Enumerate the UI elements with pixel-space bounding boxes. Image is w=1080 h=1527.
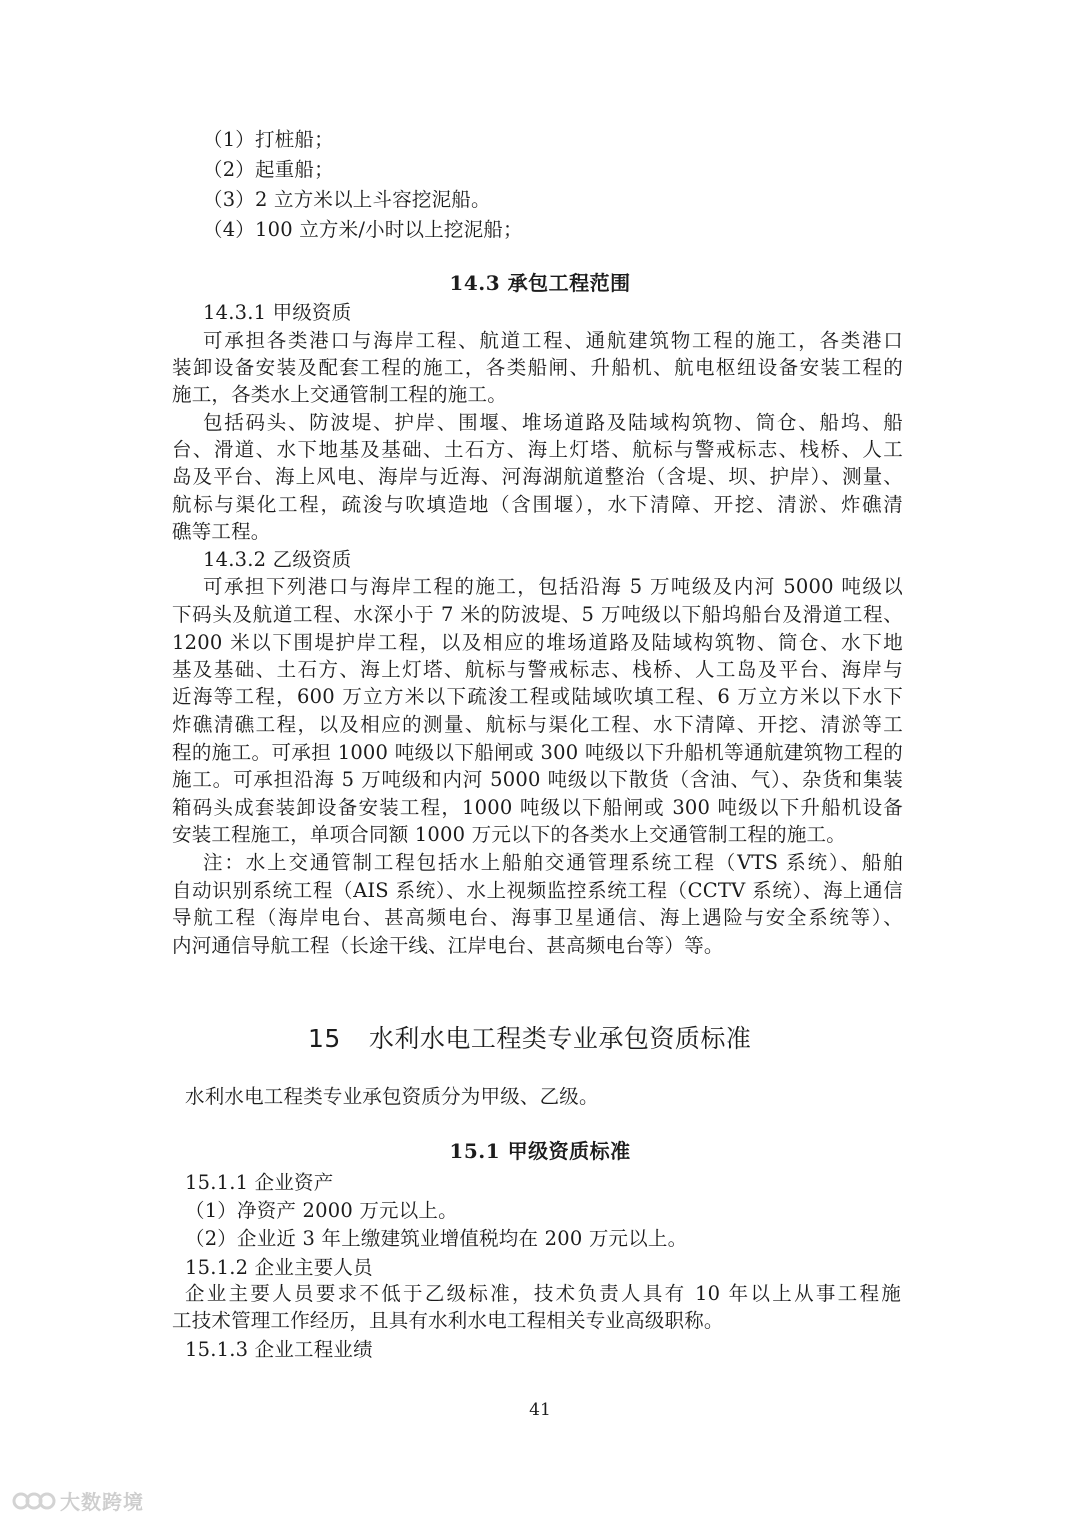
list-item: （4）100 立方米/小时以上挖泥船；: [203, 218, 523, 241]
paragraph-line: 基及基础、土石方、海上灯塔、航标与警戒标志、栈桥、人工岛及平台、海岸与: [172, 658, 903, 681]
note-line: 注：水上交通管制工程包括水上船舶交通管理系统工程（VTS 系统）、船舶: [203, 851, 903, 874]
paragraph-line: 下码头及航道工程、水深小于 7 米的防波堤、5 万吨级以下船坞船台及滑道工程、: [172, 603, 903, 626]
paragraph-line: 礁等工程。: [172, 520, 271, 543]
paragraph-line: 装卸设备安装及配套工程的施工，各类船闸、升船机、航电枢纽设备安装工程的: [172, 356, 903, 379]
subsection-title: 15.1.3 企业工程业绩: [185, 1338, 373, 1361]
paragraph-line: 航标与渠化工程，疏浚与吹填造地（含围堰），水下清障、开挖、清淤、炸礁清: [172, 493, 903, 516]
list-item: （2）企业近 3 年上缴建筑业增值税均在 200 万元以上。: [185, 1227, 688, 1250]
watermark-text: 大数跨境: [60, 1490, 144, 1514]
subsection-title: 15.1.1 企业资产: [185, 1171, 334, 1194]
chapter-title-text: 水利水电工程类专业承包资质标准: [368, 1024, 752, 1053]
paragraph-line: 可承担各类港口与海岸工程、航道工程、通航建筑物工程的施工，各类港口: [203, 329, 903, 352]
paragraph-line: 工技术管理工作经历，且具有水利水电工程相关专业高级职称。: [172, 1309, 724, 1332]
paragraph-line: 程的施工。可承担 1000 吨级以下船闸或 300 吨级以下升船机等通航建筑物工程的: [172, 741, 903, 764]
paragraph-line: 企业主要人员要求不低于乙级标准，技术负责人具有 10 年以上从事工程施: [185, 1282, 901, 1305]
paragraph-line: 施工，各类水上交通管制工程的施工。: [172, 383, 507, 406]
paragraph-line: 可承担下列港口与海岸工程的施工，包括沿海 5 万吨级及内河 5000 吨级以: [203, 575, 903, 598]
paragraph-line: 炸礁清礁工程，以及相应的测量、航标与渠化工程、水下清障、开挖、清淤等工: [172, 713, 903, 736]
section-heading: 15.1 甲级资质标准: [449, 1139, 631, 1163]
paragraph-line: 包括码头、防波堤、护岸、围堰、堆场道路及陆域构筑物、筒仓、船坞、船: [203, 411, 903, 434]
paragraph-line: 1200 米以下围堤护岸工程，以及相应的堆场道路及陆域构筑物、筒仓、水下地: [172, 631, 903, 654]
chapter-intro: 水利水电工程类专业承包资质分为甲级、乙级。: [185, 1085, 599, 1108]
list-item: （2）起重船；: [203, 158, 334, 181]
paragraph-line: 近海等工程，600 万立方米以下疏浚工程或陆域吹填工程、6 万立方米以下水下: [172, 685, 903, 708]
list-item: （1）净资产 2000 万元以上。: [185, 1199, 458, 1222]
subsection-title: 15.1.2 企业主要人员: [185, 1256, 373, 1279]
paragraph-line: 台、滑道、水下地基及基础、土石方、海上灯塔、航标与警戒标志、栈桥、人工: [172, 438, 903, 461]
note-line: 内河通信导航工程（长途干线、江岸电台、甚高频电台等）等。: [172, 934, 724, 957]
watermark-logo-icon: [12, 1488, 56, 1514]
section-heading: 14.3 承包工程范围: [449, 271, 631, 295]
subsection-title: 14.3.1 甲级资质: [203, 301, 352, 324]
list-item: （3）2 立方米以上斗容挖泥船。: [203, 188, 491, 211]
page-number: 41: [529, 1400, 551, 1420]
watermark: [12, 1486, 144, 1515]
paragraph-line: 施工。可承担沿海 5 万吨级和内河 5000 吨级以下散货（含油、气）、杂货和集装: [172, 768, 903, 791]
paragraph-line: 安装工程施工，单项合同额 1000 万元以下的各类水上交通管制工程的施工。: [172, 823, 846, 846]
list-item: （1）打桩船；: [203, 128, 334, 151]
subsection-title: 14.3.2 乙级资质: [203, 548, 352, 571]
paragraph-line: 箱码头成套装卸设备安装工程，1000 吨级以下船闸或 300 吨级以下升船机设备: [172, 796, 903, 819]
chapter-number: 15: [308, 1024, 341, 1053]
note-line: 自动识别系统工程（AIS 系统）、水上视频监控系统工程（CCTV 系统）、海上通信: [172, 879, 903, 902]
paragraph-line: 岛及平台、海上风电、海岸与近海、河海湖航道整治（含堤、坝、护岸）、测量、: [172, 465, 903, 488]
note-line: 导航工程（海岸电台、甚高频电台、海事卫星通信、海上遇险与安全系统等）、: [172, 906, 903, 929]
chapter-title: [308, 1021, 751, 1057]
